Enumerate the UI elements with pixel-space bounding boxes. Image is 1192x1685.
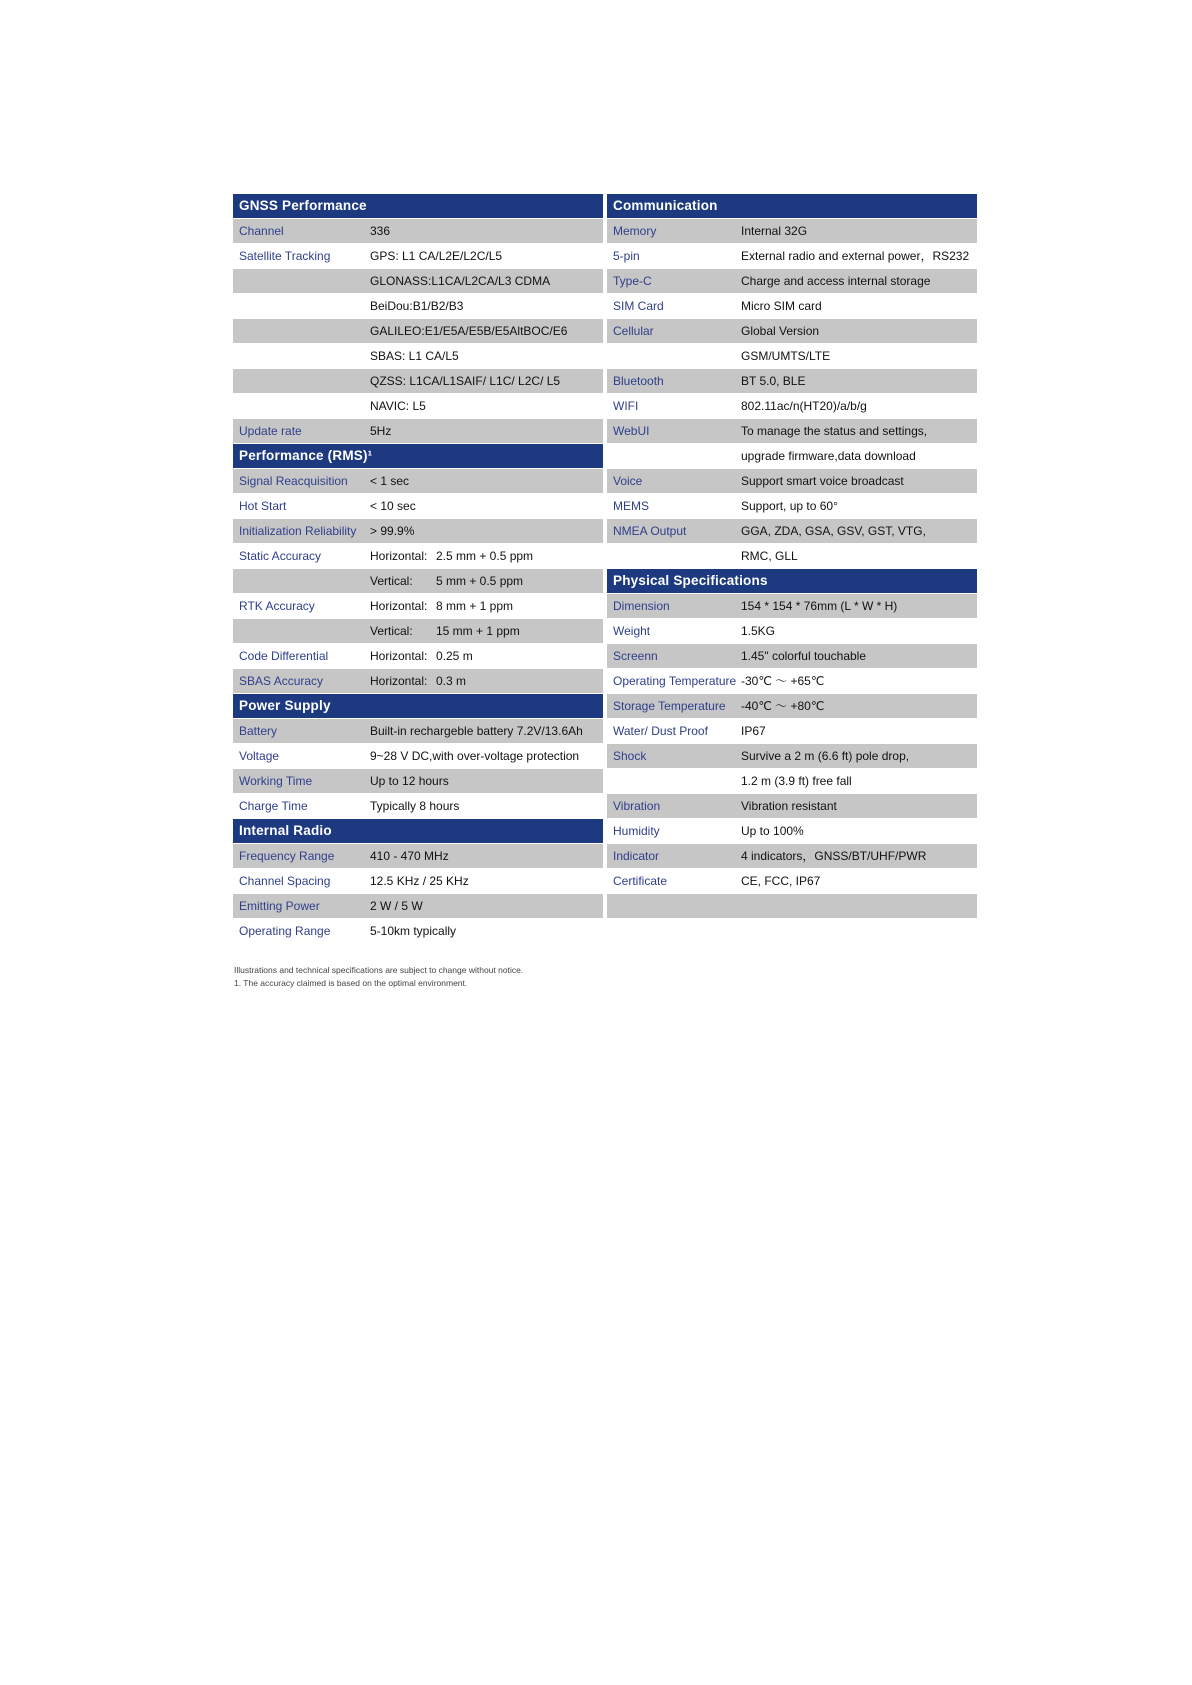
spec-value: GSM/UMTS/LTE [741, 349, 831, 363]
right-spec-column [607, 194, 977, 944]
spec-label [607, 894, 741, 918]
spec-label: Water/ Dust Proof [613, 724, 708, 738]
spec-value: < 1 sec [370, 474, 410, 488]
spec-row-charge-time [233, 794, 603, 818]
spec-value [370, 644, 603, 668]
spec-value: GALILEO:E1/E5A/E5B/E5AltBOC/E6 [370, 324, 568, 338]
section-header-internal-radio: Internal Radio [233, 819, 603, 843]
spec-label: Bluetooth [613, 374, 664, 388]
spec-row-update-rate [233, 419, 603, 443]
spec-label [607, 544, 741, 568]
spec-row-type-c [607, 269, 977, 293]
spec-row [233, 619, 603, 643]
spec-label: Signal Reacquisition [239, 474, 348, 488]
spec-label: Code Differential [239, 649, 329, 663]
spec-row-dimension [607, 594, 977, 618]
spec-value: 4 indicators，GNSS/BT/UHF/PWR [741, 849, 927, 863]
spec-label: Satellite Tracking [239, 249, 331, 263]
spec-axis: Horizontal: [370, 549, 428, 563]
section-header-physical-specifications: Physical Specifications [607, 569, 977, 593]
spec-row-humidity [607, 819, 977, 843]
spec-value: Up to 12 hours [370, 774, 449, 788]
spec-label: Humidity [613, 824, 660, 838]
spec-row-code-differential [233, 644, 603, 668]
spec-label: Voice [613, 474, 643, 488]
spec-label [233, 619, 370, 643]
spec-row-5-pin [607, 244, 977, 268]
spec-row-channel-spacing [233, 869, 603, 893]
spec-value: To manage the status and settings, [741, 424, 928, 438]
spec-label [607, 919, 741, 943]
spec-row [607, 444, 977, 468]
spec-value: GPS: L1 CA/L2E/L2C/L5 [370, 249, 503, 263]
spec-label: Certificate [613, 874, 668, 888]
spec-value: Survive a 2 m (6.6 ft) pole drop, [741, 749, 910, 763]
spec-label [233, 294, 370, 318]
spec-value: Up to 100% [741, 824, 804, 838]
spec-label [233, 269, 370, 293]
spec-value-text: 15 mm + 1 ppm [436, 624, 520, 638]
spec-label: Vibration [613, 799, 661, 813]
spec-value: 1.2 m (3.9 ft) free fall [741, 774, 852, 788]
spec-label: Cellular [613, 324, 654, 338]
spec-label: NMEA Output [613, 524, 687, 538]
section-header-performance-rms: Performance (RMS)¹ [233, 444, 603, 468]
spec-label: Memory [613, 224, 657, 238]
spec-value [370, 544, 603, 568]
spec-label: Hot Start [239, 499, 287, 513]
spec-label: Emitting Power [239, 899, 320, 913]
spec-label [233, 344, 370, 368]
spec-label [607, 444, 741, 468]
spec-value: 5-10km typically [370, 924, 457, 938]
disclaimer-note: Illustrations and technical specifications are subject to change without notice. [234, 965, 524, 975]
spec-value [741, 894, 977, 918]
spec-value: < 10 sec [370, 499, 416, 513]
spec-label [233, 394, 370, 418]
spec-row-operating-temperature [607, 669, 977, 693]
spec-row [607, 769, 977, 793]
spec-value-text: 5 mm + 0.5 ppm [436, 574, 524, 588]
spec-axis: Horizontal: [370, 674, 428, 688]
spec-label [233, 319, 370, 343]
spec-row-hot-start [233, 494, 603, 518]
spec-row-channel [233, 219, 603, 243]
spec-row [233, 294, 603, 318]
spec-row [233, 269, 603, 293]
spec-row [607, 894, 977, 918]
spec-label: Static Accuracy [239, 549, 322, 563]
spec-label: 5-pin [613, 249, 640, 263]
spec-row-initialization-reliability [233, 519, 603, 543]
spec-label [233, 569, 370, 593]
spec-label: Channel Spacing [239, 874, 331, 888]
spec-row [233, 369, 603, 393]
spec-value-text: 0.3 m [436, 674, 467, 688]
spec-value [370, 619, 603, 643]
spec-label: Frequency Range [239, 849, 335, 863]
spec-label: Working Time [239, 774, 313, 788]
spec-row-battery [233, 719, 603, 743]
spec-value: Global Version [741, 324, 820, 338]
spec-label: Indicator [613, 849, 660, 863]
section-header-gnss-performance: GNSS Performance [233, 194, 603, 218]
spec-axis: Vertical: [370, 574, 413, 588]
section-header-communication: Communication [607, 194, 977, 218]
spec-value: RMC, GLL [741, 549, 798, 563]
left-spec-column [233, 194, 603, 944]
spec-label: RTK Accuracy [239, 599, 315, 613]
spec-label: Initialization Reliability [239, 524, 357, 538]
spec-value: QZSS: L1CA/L1SAIF/ L1C/ L2C/ L5 [370, 374, 561, 388]
spec-label: Storage Temperature [613, 699, 726, 713]
spec-label: Operating Temperature [613, 674, 737, 688]
spec-value: Built-in rechargeble battery 7.2V/13.6Ah [370, 724, 583, 738]
spec-value: Charge and access internal storage [741, 274, 931, 288]
spec-value: IP67 [741, 724, 766, 738]
spec-row-shock [607, 744, 977, 768]
spec-label: SIM Card [613, 299, 664, 313]
spec-value [370, 569, 603, 593]
spec-row-cellular [607, 319, 977, 343]
spec-row-nmea-output [607, 519, 977, 543]
spec-row [233, 319, 603, 343]
spec-row [233, 394, 603, 418]
spec-axis: Horizontal: [370, 649, 428, 663]
spec-value: -40℃ ～ +80℃ [741, 699, 825, 713]
spec-label [233, 369, 370, 393]
spec-value: 410 - 470 MHz [370, 849, 449, 863]
spec-row [607, 919, 977, 943]
spec-label: Type-C [613, 274, 652, 288]
spec-row-signal-reacquisition [233, 469, 603, 493]
spec-label: WIFI [613, 399, 639, 413]
spec-row-vibration [607, 794, 977, 818]
spec-value: CE, FCC, IP67 [741, 874, 821, 888]
spec-row-bluetooth [607, 369, 977, 393]
spec-row-wifi [607, 394, 977, 418]
spec-label: Voltage [239, 749, 280, 763]
spec-row-certificate [607, 869, 977, 893]
spec-value: 2 W / 5 W [370, 899, 423, 913]
footnotes [234, 964, 523, 990]
spec-value: 1.45" colorful touchable [741, 649, 867, 663]
spec-value: SBAS: L1 CA/L5 [370, 349, 459, 363]
spec-row-voice [607, 469, 977, 493]
spec-row-mems [607, 494, 977, 518]
spec-value-text: 8 mm + 1 ppm [436, 599, 514, 613]
spec-row-satellite-tracking [233, 244, 603, 268]
spec-value: BeiDou:B1/B2/B3 [370, 299, 464, 313]
spec-row-rtk-accuracy [233, 594, 603, 618]
spec-value: 12.5 KHz / 25 KHz [370, 874, 469, 888]
spec-label: Update rate [239, 424, 302, 438]
spec-row-webui [607, 419, 977, 443]
spec-label: Operating Range [239, 924, 331, 938]
spec-value-text: 0.25 m [436, 649, 473, 663]
spec-value: BT 5.0, BLE [741, 374, 806, 388]
spec-value: GLONASS:L1CA/L2CA/L3 CDMA [370, 274, 551, 288]
spec-value [370, 594, 603, 618]
spec-value: Internal 32G [741, 224, 808, 238]
spec-value: Support smart voice broadcast [741, 474, 904, 488]
spec-row-water-dust-proof [607, 719, 977, 743]
spec-row-working-time [233, 769, 603, 793]
spec-value: 5Hz [370, 424, 392, 438]
spec-value: Typically 8 hours [370, 799, 460, 813]
spec-value: GGA, ZDA, GSA, GSV, GST, VTG, [741, 524, 926, 538]
spec-row-weight [607, 619, 977, 643]
spec-label [607, 769, 741, 793]
spec-value: 336 [370, 224, 391, 238]
spec-row [607, 344, 977, 368]
spec-label: SBAS Accuracy [239, 674, 324, 688]
spec-value-text: 2.5 mm + 0.5 ppm [436, 549, 534, 563]
spec-label: Dimension [613, 599, 670, 613]
spec-value: NAVIC: L5 [370, 399, 426, 413]
spec-value [370, 669, 603, 693]
spec-row [607, 544, 977, 568]
spec-row-sim-card [607, 294, 977, 318]
spec-label: Battery [239, 724, 278, 738]
spec-row-frequency-range [233, 844, 603, 868]
spec-value: upgrade firmware,data download [741, 449, 916, 463]
spec-label: Weight [613, 624, 651, 638]
spec-row-sbas-accuracy [233, 669, 603, 693]
spec-row-indicator [607, 844, 977, 868]
spec-row-static-accuracy [233, 544, 603, 568]
spec-row-memory [607, 219, 977, 243]
spec-label: Charge Time [239, 799, 308, 813]
spec-row-operating-range [233, 919, 603, 943]
spec-value [741, 919, 977, 943]
spec-row-storage-temperature [607, 694, 977, 718]
spec-row-emitting-power [233, 894, 603, 918]
spec-value: 154 * 154 * 76mm (L * W * H) [741, 599, 898, 613]
accuracy-footnote: 1. The accuracy claimed is based on the optimal environment. [234, 978, 468, 988]
spec-axis: Vertical: [370, 624, 413, 638]
spec-value: Micro SIM card [741, 299, 822, 313]
spec-row [233, 569, 603, 593]
spec-label: Channel [239, 224, 284, 238]
spec-value: Vibration resistant [741, 799, 837, 813]
spec-value: -30℃ ～ +65℃ [741, 674, 825, 688]
spec-row [233, 344, 603, 368]
spec-value: Support, up to 60° [741, 499, 838, 513]
spec-row-voltage [233, 744, 603, 768]
spec-label: WebUI [613, 424, 650, 438]
spec-label: MEMS [613, 499, 649, 513]
spec-value: 1.5KG [741, 624, 776, 638]
section-header-power-supply: Power Supply [233, 694, 603, 718]
spec-value: 802.11ac/n(HT20)/a/b/g [741, 399, 867, 413]
spec-value: > 99.9% [370, 524, 415, 538]
spec-value: 9~28 V DC,with over-voltage protection [370, 749, 580, 763]
spec-label: Screenn [613, 649, 658, 663]
spec-axis: Horizontal: [370, 599, 428, 613]
spec-label: Shock [613, 749, 647, 763]
spec-label [607, 344, 741, 368]
spec-row-screenn [607, 644, 977, 668]
spec-value: External radio and external power，RS232 [741, 249, 970, 263]
